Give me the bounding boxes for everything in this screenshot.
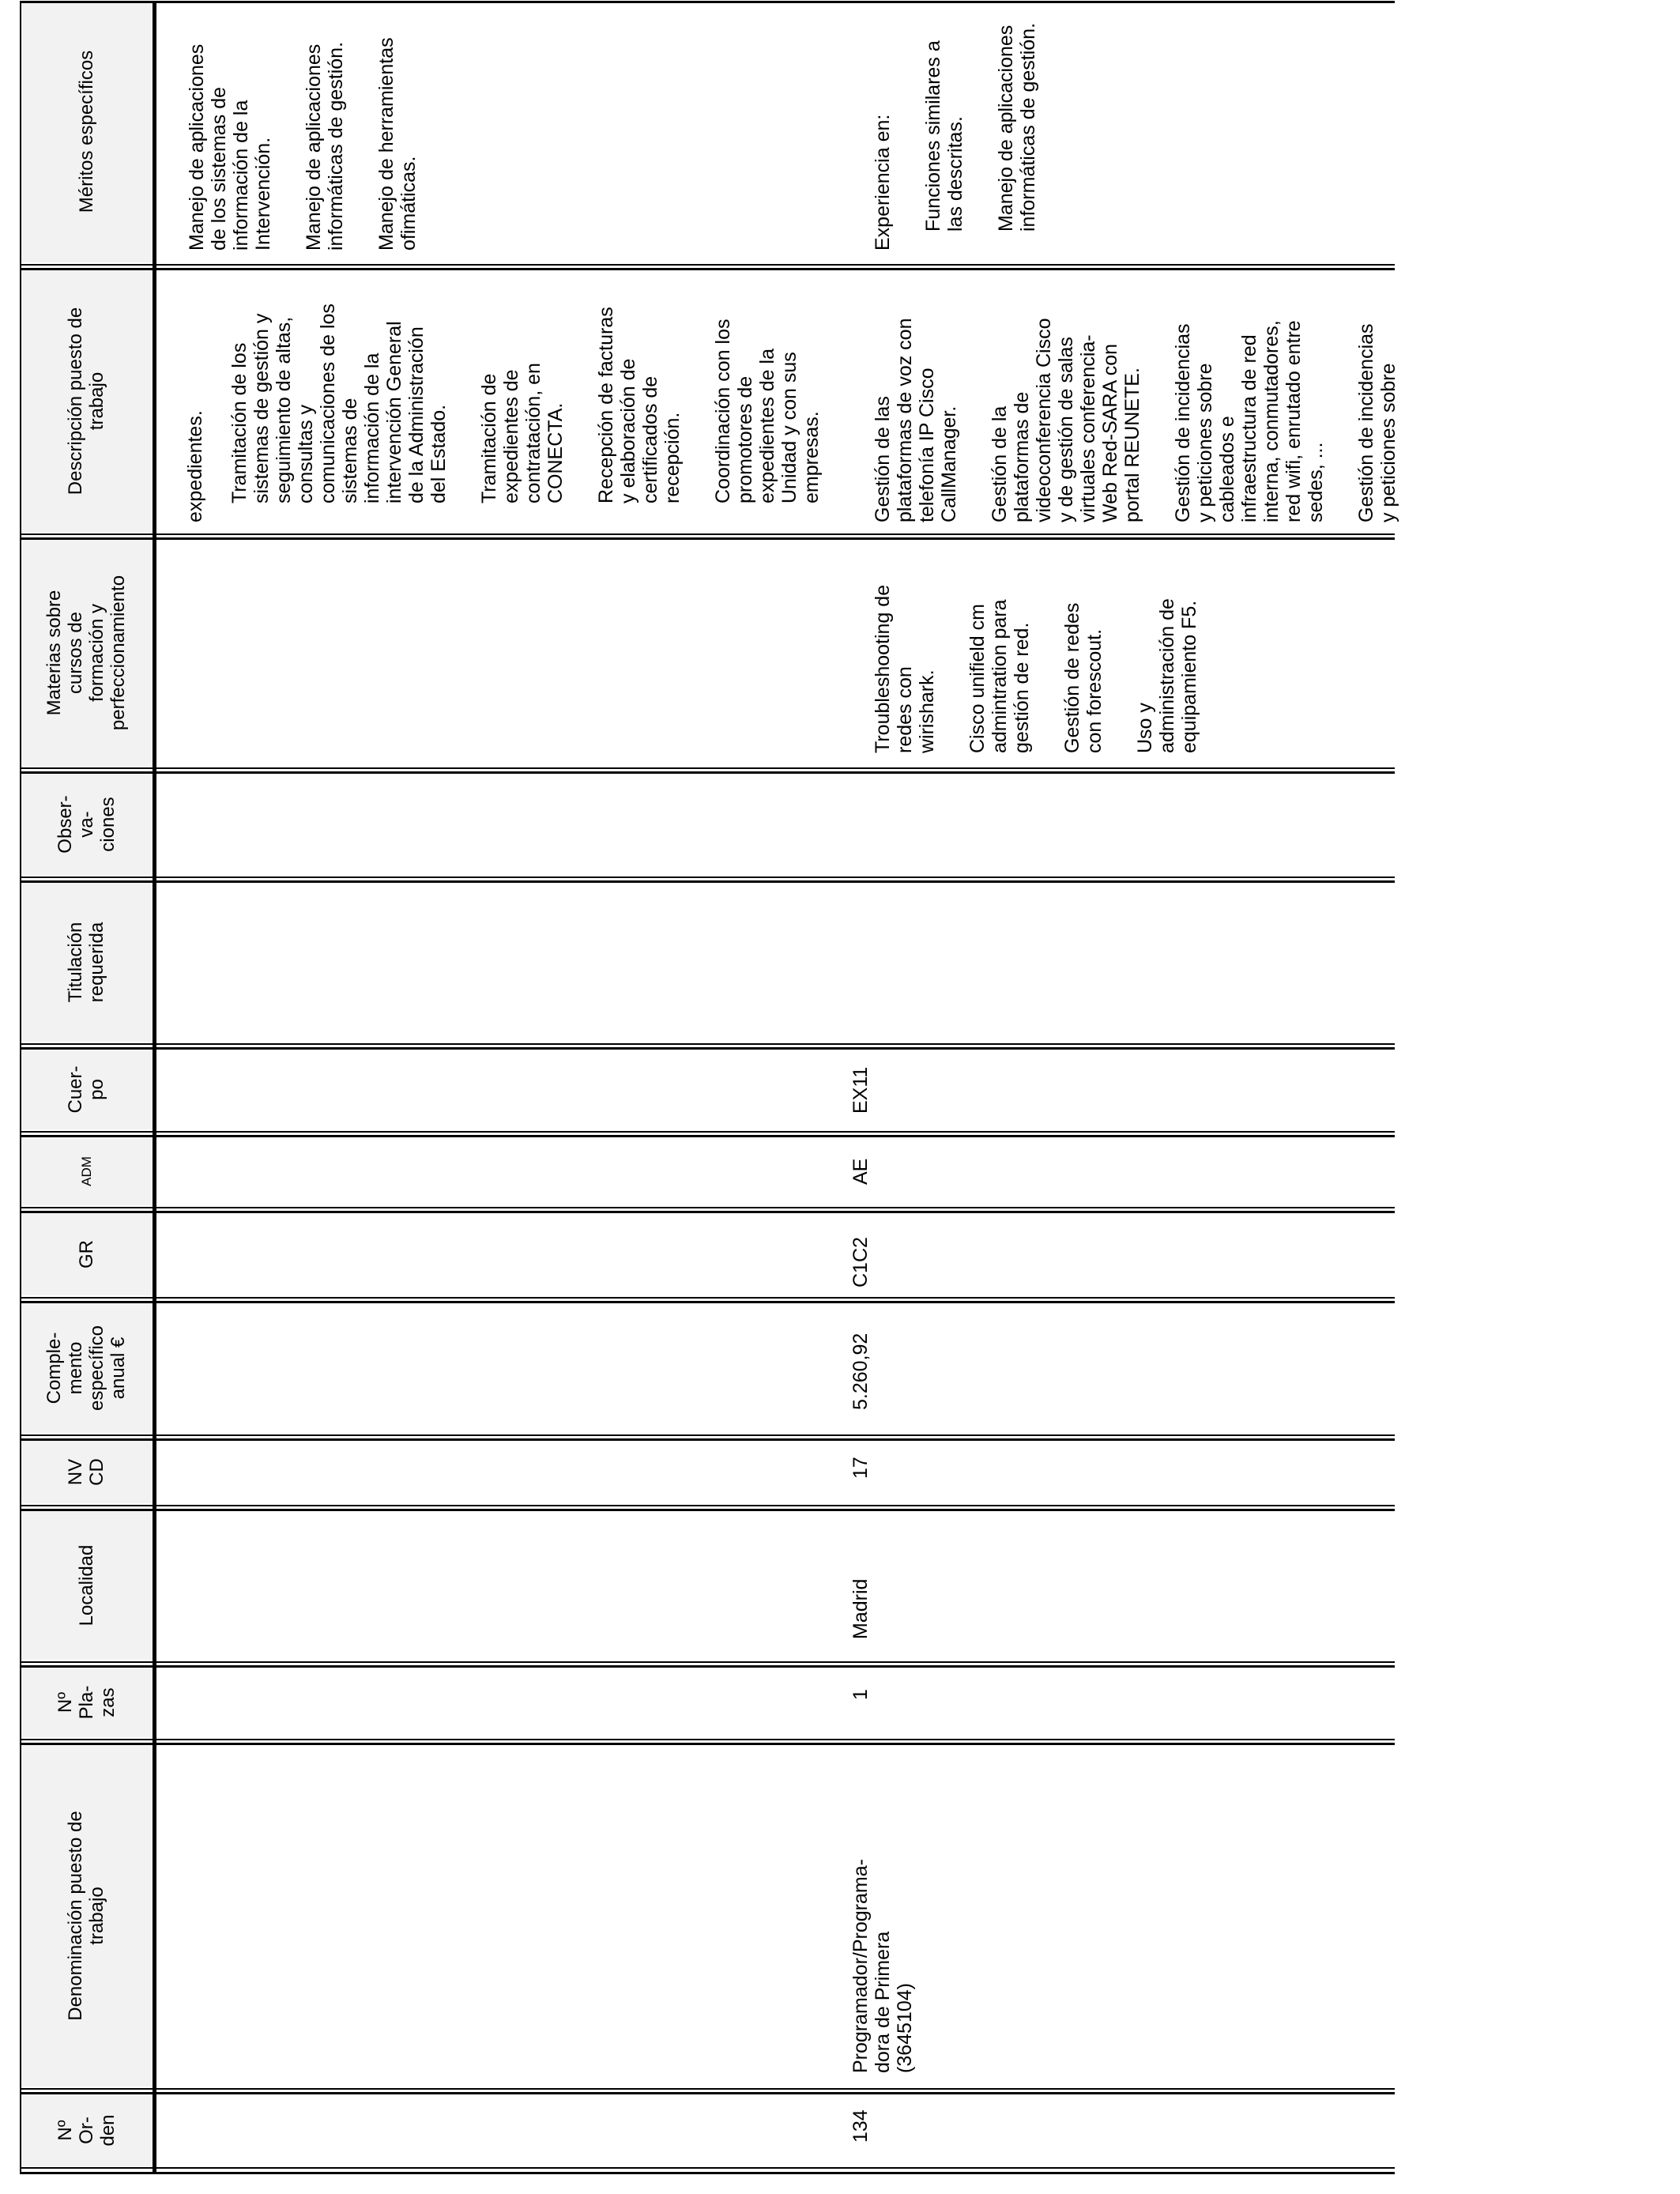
meritos-item: Funciones similares a las descritas. (922, 40, 966, 232)
col-border (20, 1211, 1395, 1213)
col-border (20, 268, 1395, 270)
prev-row-descripcion (162, 276, 851, 522)
header-localidad: Localidad (20, 1511, 153, 1660)
descripcion-item: Tramitación de los sistemas de gestión y seguimiento de altas, consultas y comunicaciones de los sistemas de información de la intervención General de la Administración del Estado. (228, 303, 450, 503)
col-border (20, 1743, 1395, 1745)
header-divider (153, 1, 156, 2174)
header-nivel: NV CD (20, 1441, 153, 1503)
descripcion-item: Gestión de incidencias y peticiones sobre (1355, 323, 1399, 522)
col-border (20, 1438, 1395, 1441)
row-134-meritos (849, 1, 1068, 251)
meritos-item: Experiencia en: (872, 114, 894, 251)
row-134-adm: AE (849, 1158, 872, 1185)
descripcion-item: Recepción de facturas y elaboración de certificados de recepción. (595, 307, 684, 503)
col-border (20, 876, 1395, 878)
col-border (20, 537, 1395, 540)
row-134-complemento: 5.260,92 (849, 1333, 872, 1410)
col-border (20, 2172, 1395, 2174)
col-border (20, 771, 1395, 774)
col-border (20, 880, 1395, 883)
col-border (20, 1661, 1395, 1663)
meritos-item: Manejo de aplicaciones informáticas de gestión. (303, 41, 347, 251)
meritos-item: Manejo de herramientas ofimáticas. (375, 37, 420, 251)
col-border (20, 2167, 1395, 2169)
descripcion-item: Coordinación con los promotores de expedientes de la Unidad y con sus empresas. (712, 319, 823, 503)
descripcion-item: Gestión de incidencias y peticiones sobre cableados e infraestructura de red interna, conmutadores, red wifi, enrutado entre sedes, ... (1172, 320, 1327, 522)
row-134-descripcion (849, 273, 1428, 522)
col-border (20, 2092, 1395, 2094)
descripcion-item: Gestión de la plataformas de videoconferencia Cisco y de gestión de salas virtuales conferencia- Web Red-SARA con portal REUNETE. (989, 318, 1143, 522)
col-border (20, 1297, 1395, 1299)
header-denominacion: Denominación puesto de trabajo (20, 1745, 153, 2087)
row-134-cuerpo: EX11 (849, 1066, 872, 1114)
row-134-denominacion: Programador/Programa- dora de Primera (3645104) (849, 1859, 916, 2073)
prev-row-meritos (164, 1, 448, 251)
header-cuerpo: Cuer- po (20, 1050, 153, 1129)
header-adm: ADM (20, 1137, 153, 1205)
meritos-item: Manejo de aplicaciones informáticas de gestión. (995, 22, 1039, 232)
descripcion-item: Tramitación de expedientes de contratación, en CONECTA. (478, 363, 567, 503)
header-orden: Nº Or- den (20, 2094, 153, 2166)
col-border (20, 533, 1395, 535)
col-border (20, 1135, 1395, 1137)
row-134-nivel: 17 (849, 1457, 872, 1479)
row-134-grupo: C1C2 (849, 1237, 872, 1287)
materias-item: Gestión de redes con forescout. (1061, 602, 1106, 753)
row-134-plazas: 1 (849, 1689, 872, 1700)
col-border (20, 1301, 1395, 1303)
col-border (20, 767, 1395, 769)
col-border (20, 2088, 1395, 2090)
meritos-item: Manejo de aplicaciones de los sistemas de información de la Intervención. (186, 43, 274, 251)
materias-item: Troubleshooting de redes con wirishark. (872, 584, 938, 753)
header-materias: Materias sobre cursos de formación y perfeccionamiento (20, 540, 153, 766)
header-titulacion: Titulación requerida (20, 883, 153, 1042)
descripcion-item: Gestión de las plataformas de voz con telefonía IP Cisco CallManager. (872, 318, 960, 522)
row-134-materias (849, 541, 1229, 753)
col-border (20, 1665, 1395, 1668)
row-134-orden: 134 (849, 2109, 872, 2143)
header-complemento: Comple- mento específico anual € (20, 1303, 153, 1433)
header-meritos: Méritos específicos (20, 1, 153, 262)
job-positions-table (20, 1, 1399, 2174)
col-border (20, 1509, 1395, 1511)
materias-item: Cisco unifield cm admintration para gestión de red. (966, 599, 1033, 753)
row-134-localidad: Madrid (849, 1578, 872, 1639)
materias-item: Uso y administración de equipamiento F5. (1134, 598, 1200, 753)
col-border (20, 1434, 1395, 1436)
table-top-border (20, 1, 21, 2174)
col-border (20, 1131, 1395, 1133)
header-plazas: Nº Pla- zas (20, 1668, 153, 1737)
header-observaciones: Obser- va- ciones (20, 774, 153, 875)
descripcion-item: expedientes. (184, 410, 206, 522)
col-border (20, 1207, 1395, 1208)
col-border (20, 1739, 1395, 1740)
header-grupo: GR (20, 1213, 153, 1295)
col-border (20, 1047, 1395, 1050)
col-border (20, 1505, 1395, 1506)
col-border (20, 1043, 1395, 1045)
col-border (20, 264, 1395, 266)
header-descripcion: Descripción puesto de trabajo (20, 270, 153, 532)
